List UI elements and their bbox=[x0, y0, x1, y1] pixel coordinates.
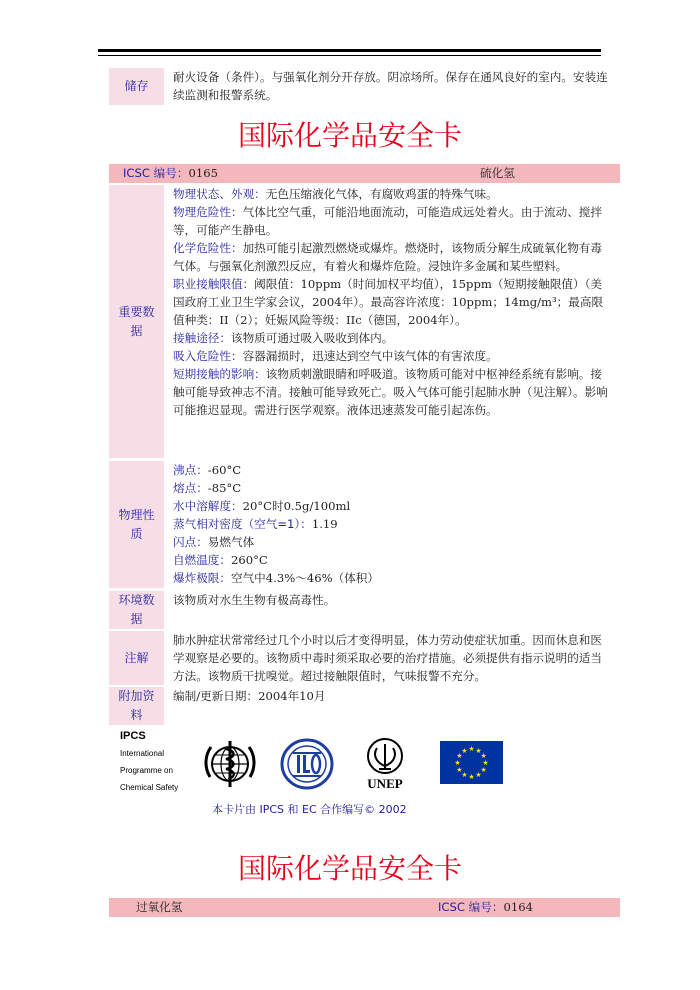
important-item bbox=[173, 239, 613, 275]
property-item bbox=[173, 479, 613, 497]
ilo-logo-icon bbox=[279, 738, 335, 790]
item-key: 职业接触限值： bbox=[173, 277, 255, 291]
important-label-line1: 重要数 bbox=[118, 304, 155, 319]
additional-text: 编制/更新日期：2004年10月 bbox=[173, 689, 326, 703]
property-item bbox=[173, 569, 613, 587]
storage-body bbox=[173, 68, 613, 104]
property-value: 20°C时0.5g/100ml bbox=[242, 499, 351, 513]
card1-header-bar bbox=[109, 164, 620, 183]
item-text: 容器漏损时，迅速达到空气中该气体的有害浓度。 bbox=[242, 349, 498, 363]
ipcs-line3: Chemical Safety bbox=[120, 783, 179, 792]
header-rule-thin bbox=[98, 55, 601, 56]
property-item bbox=[173, 551, 613, 569]
eu-flag-icon bbox=[440, 741, 503, 784]
storage-label-text: 储存 bbox=[124, 79, 149, 93]
who-logo-icon bbox=[202, 737, 258, 791]
property-value: 空气中4.3%～46%（体积） bbox=[230, 571, 379, 585]
property-item bbox=[173, 497, 613, 515]
ipcs-title: IPCS bbox=[120, 730, 146, 742]
eu-star-icon: ★ bbox=[482, 759, 489, 767]
notes-label bbox=[109, 631, 164, 685]
environment-label-line2: 据 bbox=[130, 612, 143, 626]
important-data-label bbox=[109, 185, 164, 458]
card2-header-bar bbox=[109, 898, 620, 917]
card2-code bbox=[438, 898, 533, 917]
property-key: 爆炸极限： bbox=[173, 571, 231, 585]
item-text: 该物质可通过吸入吸收到体内。 bbox=[230, 331, 394, 345]
ipcs-line1: International bbox=[120, 749, 165, 758]
property-value: 易燃气体 bbox=[207, 535, 255, 549]
property-item bbox=[173, 515, 613, 533]
notes-label-text: 注解 bbox=[124, 650, 149, 665]
item-key: 物理危险性： bbox=[173, 205, 243, 219]
item-text: 该物质刺激眼睛和呼吸道。该物质可能对中枢神经系统有影响。接触可能导致神志不清。接触可能导致死亡。吸入气体可能引起肺水肿（见注解）。影响可能推迟显现。需进行医学观察。液体迅速蒸发可能引起冻伤。 bbox=[173, 367, 608, 417]
item-text: 阈限值：10ppm（时间加权平均值），15ppm（短期接触限值）（美国政府工业卫生学家会议，2004年）。最高容许浓度：10ppm；14mg/m³；最高限值种类：II（2）；妊娠风险等级：IIc（德国，2004年）。 bbox=[173, 277, 604, 327]
important-item bbox=[173, 203, 613, 239]
additional-info-label bbox=[109, 687, 164, 725]
card2-code-label: ICSC 编号： bbox=[438, 900, 504, 914]
card1-code bbox=[123, 164, 218, 183]
property-key: 蒸气相对密度（空气=1）： bbox=[173, 517, 312, 531]
property-key: 闪点： bbox=[173, 535, 208, 549]
card2-code-value: 0164 bbox=[503, 900, 533, 914]
property-key: 自燃温度： bbox=[173, 553, 231, 567]
storage-text: 耐火设备（条件）。与强氧化剂分开存放。阴凉场所。保存在通风良好的室内。安装连续监测和报警系统。 bbox=[173, 70, 608, 102]
eu-star-icon: ★ bbox=[468, 745, 475, 753]
important-item bbox=[173, 185, 613, 203]
item-text: 无色压缩液化气体，有腐败鸡蛋的特殊气味。 bbox=[265, 187, 498, 201]
card1-code-label: ICSC 编号： bbox=[123, 166, 189, 180]
ipcs-block bbox=[120, 728, 200, 796]
card-title: 国际化学品安全卡 bbox=[237, 119, 462, 152]
property-value: -60°C bbox=[207, 463, 242, 477]
eu-star-icon: ★ bbox=[480, 766, 487, 774]
notes-text: 肺水肿症状常常经过几个小时以后才变得明显，体力劳动使症状加重。因而休息和医学观察是必要的。该物质中毒时须采取必要的治疗措施。必须提供有指示说明的适当方法。该物质干扰嗅觉。超过接触限值时，气味报警不充分。 bbox=[173, 633, 602, 683]
additional-info-body bbox=[173, 687, 613, 705]
eu-star-icon: ★ bbox=[461, 771, 468, 780]
eu-star-icon: ★ bbox=[456, 752, 463, 760]
property-item bbox=[173, 461, 613, 479]
environment-text: 该物质对水生生物有极高毒性。 bbox=[173, 593, 336, 607]
notes-body bbox=[173, 631, 613, 685]
item-key: 接触途径： bbox=[173, 331, 231, 345]
important-data-body bbox=[173, 185, 613, 419]
eu-star-icon: ★ bbox=[454, 759, 461, 767]
item-text: 气体比空气重，可能沿地面流动，可能造成远处着火。由于流动、搅拌等，可能产生静电。 bbox=[173, 205, 602, 237]
unep-logo-text: UNEP bbox=[367, 776, 403, 791]
property-value: 1.19 bbox=[311, 517, 338, 531]
item-key: 物理状态、外观： bbox=[173, 187, 266, 201]
important-item bbox=[173, 329, 613, 347]
item-key: 短期接触的影响： bbox=[173, 367, 266, 381]
property-value: -85°C bbox=[207, 481, 242, 495]
property-key: 水中溶解度： bbox=[173, 499, 243, 513]
eu-star-icon: ★ bbox=[461, 746, 468, 755]
physical-label-line2: 质 bbox=[130, 526, 143, 541]
eu-star-icon: ★ bbox=[480, 752, 487, 760]
card1-code-value: 0165 bbox=[188, 166, 218, 180]
item-text: 加热可能引起激烈燃烧或爆炸。燃烧时，该物质分解生成硫氧化物有毒气体。与强氧化剂激烈反应，有着火和爆炸危险。浸蚀许多金属和某些塑料。 bbox=[173, 241, 602, 273]
environment-label bbox=[109, 591, 164, 629]
property-value: 260°C bbox=[230, 553, 268, 567]
item-key: 化学危险性： bbox=[173, 241, 243, 255]
important-item bbox=[173, 365, 613, 419]
credit-line: 本卡片由 IPCS 和 EC 合作编写© 2002 bbox=[212, 803, 407, 816]
additional-label-line1: 附加资 bbox=[118, 689, 155, 703]
eu-star-icon: ★ bbox=[456, 766, 463, 774]
ipcs-line2: Programme on bbox=[120, 766, 173, 775]
eu-star-icon: ★ bbox=[475, 746, 482, 755]
property-item bbox=[173, 533, 613, 551]
important-item bbox=[173, 275, 613, 329]
eu-star-icon: ★ bbox=[475, 771, 482, 780]
environment-label-line1: 环境数 bbox=[118, 593, 155, 607]
physical-properties-label bbox=[109, 461, 164, 588]
physical-label-line1: 物理性 bbox=[118, 507, 155, 522]
item-key: 吸入危险性： bbox=[173, 349, 243, 363]
physical-properties-body bbox=[173, 461, 613, 587]
card2-chemical-name: 过氧化氢 bbox=[136, 900, 183, 914]
environment-body bbox=[173, 591, 613, 609]
additional-label-line2: 料 bbox=[130, 708, 143, 722]
important-label-line2: 据 bbox=[130, 323, 143, 338]
storage-label bbox=[109, 68, 164, 105]
card1-chemical-name: 硫化氢 bbox=[480, 166, 515, 180]
eu-star-icon: ★ bbox=[468, 773, 475, 781]
property-key: 沸点： bbox=[173, 463, 208, 477]
header-rule-thick bbox=[98, 49, 601, 52]
important-item bbox=[173, 347, 613, 365]
property-key: 熔点： bbox=[173, 481, 208, 495]
card2-title: 国际化学品安全卡 bbox=[237, 852, 462, 885]
